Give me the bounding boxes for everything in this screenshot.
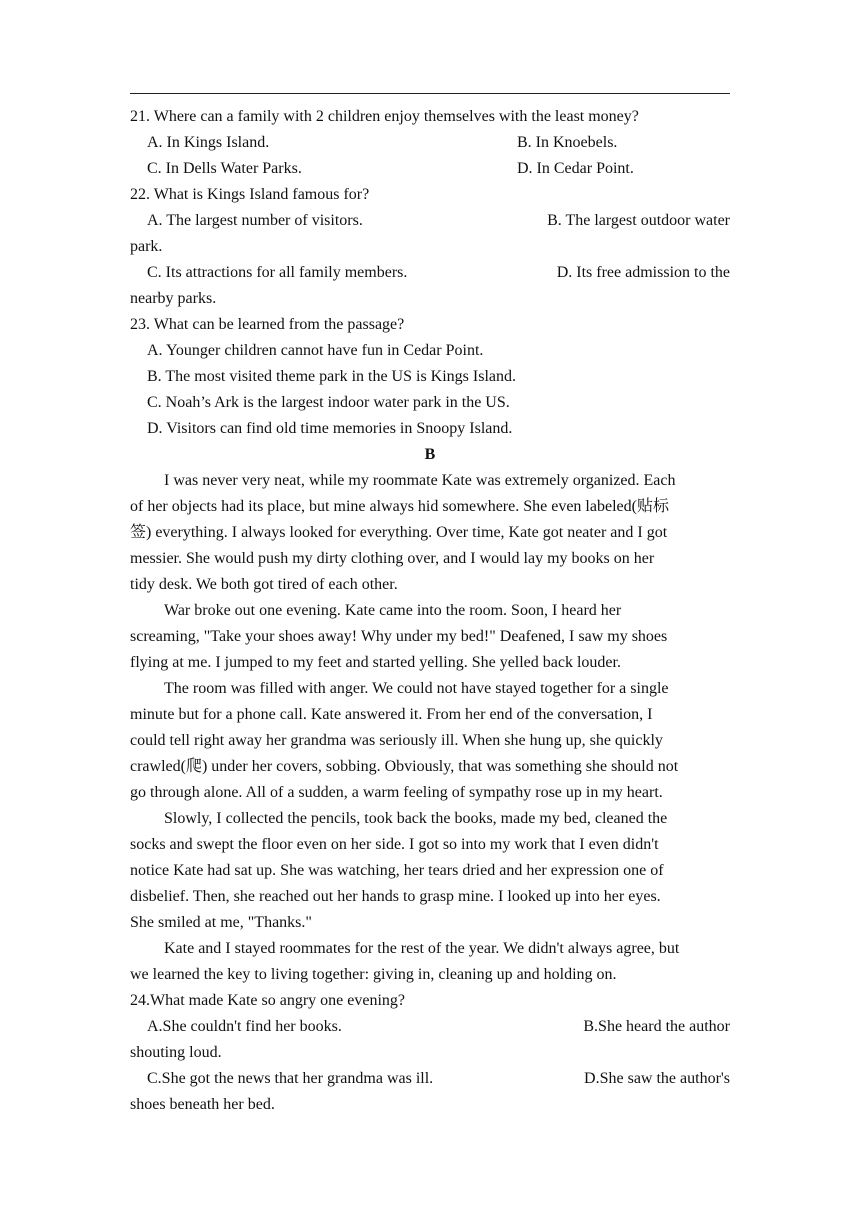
passage-line: 签) everything. I always looked for everything. Over time, Kate got neater and I got	[130, 524, 668, 541]
question-24-option-d: D.She saw the author's	[584, 1070, 730, 1087]
question-22-option-d: D. Its free admission to the	[556, 264, 730, 281]
question-21-options-row-1	[130, 130, 730, 156]
passage-line: go through alone. All of a sudden, a warm feeling of sympathy rose up in my heart.	[130, 784, 663, 801]
passage-line: notice Kate had sat up. She was watching, her tears dried and her expression one of	[130, 862, 664, 879]
passage-b	[130, 468, 730, 988]
question-21-options-row-2	[130, 156, 730, 182]
passage-line: minute but for a phone call. Kate answered it. From her end of the conversation, I	[130, 706, 653, 723]
question-21-stem: 21. Where can a family with 2 children enjoy themselves with the least money?	[130, 108, 639, 125]
passage-line: crawled(爬) under her covers, sobbing. Obviously, that was something she should not	[130, 758, 679, 775]
passage-line: Slowly, I collected the pencils, took back the books, made my bed, cleaned the	[164, 810, 668, 827]
passage-line: flying at me. I jumped to my feet and started yelling. She yelled back louder.	[130, 654, 621, 671]
passage-line: I was never very neat, while my roommate Kate was extremely organized. Each	[164, 472, 676, 489]
question-21-option-c: C. In Dells Water Parks.	[147, 160, 302, 177]
question-24-option-c: C.She got the news that her grandma was ill.	[147, 1070, 434, 1087]
passage-line: could tell right away her grandma was seriously ill. When she hung up, she quickly	[130, 732, 663, 749]
question-22-options-row-1	[130, 208, 730, 234]
question-23-option-b: B. The most visited theme park in the US is Kings Island.	[147, 368, 517, 385]
question-24-option-b: B.She heard the author	[583, 1018, 730, 1035]
passage-line: socks and swept the floor even on her side. I got so into my work that I even didn't	[130, 836, 659, 853]
question-22-stem: 22. What is Kings Island famous for?	[130, 186, 370, 203]
passage-line: disbelief. Then, she reached out her hands to grasp mine. I looked up into her eyes.	[130, 888, 661, 905]
passage-line: of her objects had its place, but mine always hid somewhere. She even labeled(贴标	[130, 498, 669, 515]
question-22-options-row-2	[130, 260, 730, 286]
question-22-option-b: B. The largest outdoor water	[547, 212, 730, 229]
question-22-option-a: A. The largest number of visitors.	[147, 212, 363, 229]
question-22-option-c: C. Its attractions for all family members.	[147, 264, 408, 281]
passage-line: messier. She would push my dirty clothing over, and I would lay my books on her	[130, 550, 655, 567]
section-b-title: B	[424, 446, 436, 463]
question-24-options-row-2	[130, 1066, 730, 1092]
passage-line: She smiled at me, "Thanks."	[130, 914, 312, 931]
passage-line: screaming, "Take your shoes away! Why under my bed!" Deafened, I saw my shoes	[130, 628, 668, 645]
question-22-option-b-continued: park.	[130, 238, 163, 255]
question-23-option-c: C. Noah’s Ark is the largest indoor water park in the US.	[147, 394, 510, 411]
passage-line: Kate and I stayed roommates for the rest of the year. We didn't always agree, but	[164, 940, 680, 957]
question-23-option-d: D. Visitors can find old time memories in Snoopy Island.	[147, 420, 513, 437]
question-23-stem: 23. What can be learned from the passage?	[130, 316, 405, 333]
passage-line: we learned the key to living together: giving in, cleaning up and holding on.	[130, 966, 617, 983]
question-24-option-a: A.She couldn't find her books.	[147, 1018, 342, 1035]
question-21-option-d: D. In Cedar Point.	[517, 160, 634, 177]
question-24-options-row-1	[130, 1014, 730, 1040]
header-rule	[130, 93, 730, 94]
question-24-option-d-continued: shoes beneath her bed.	[130, 1096, 275, 1113]
passage-line: tidy desk. We both got tired of each other.	[130, 576, 398, 593]
page-content	[130, 104, 730, 1118]
passage-line: The room was filled with anger. We could not have stayed together for a single	[164, 680, 669, 697]
question-22-option-d-continued: nearby parks.	[130, 290, 217, 307]
question-24-stem: 24.What made Kate so angry one evening?	[130, 992, 406, 1009]
question-21-option-b: B. In Knoebels.	[517, 134, 618, 151]
question-21-option-a: A. In Kings Island.	[147, 134, 270, 151]
passage-line: War broke out one evening. Kate came into the room. Soon, I heard her	[164, 602, 622, 619]
question-24-option-b-continued: shouting loud.	[130, 1044, 222, 1061]
question-23-option-a: A. Younger children cannot have fun in Cedar Point.	[147, 342, 484, 359]
